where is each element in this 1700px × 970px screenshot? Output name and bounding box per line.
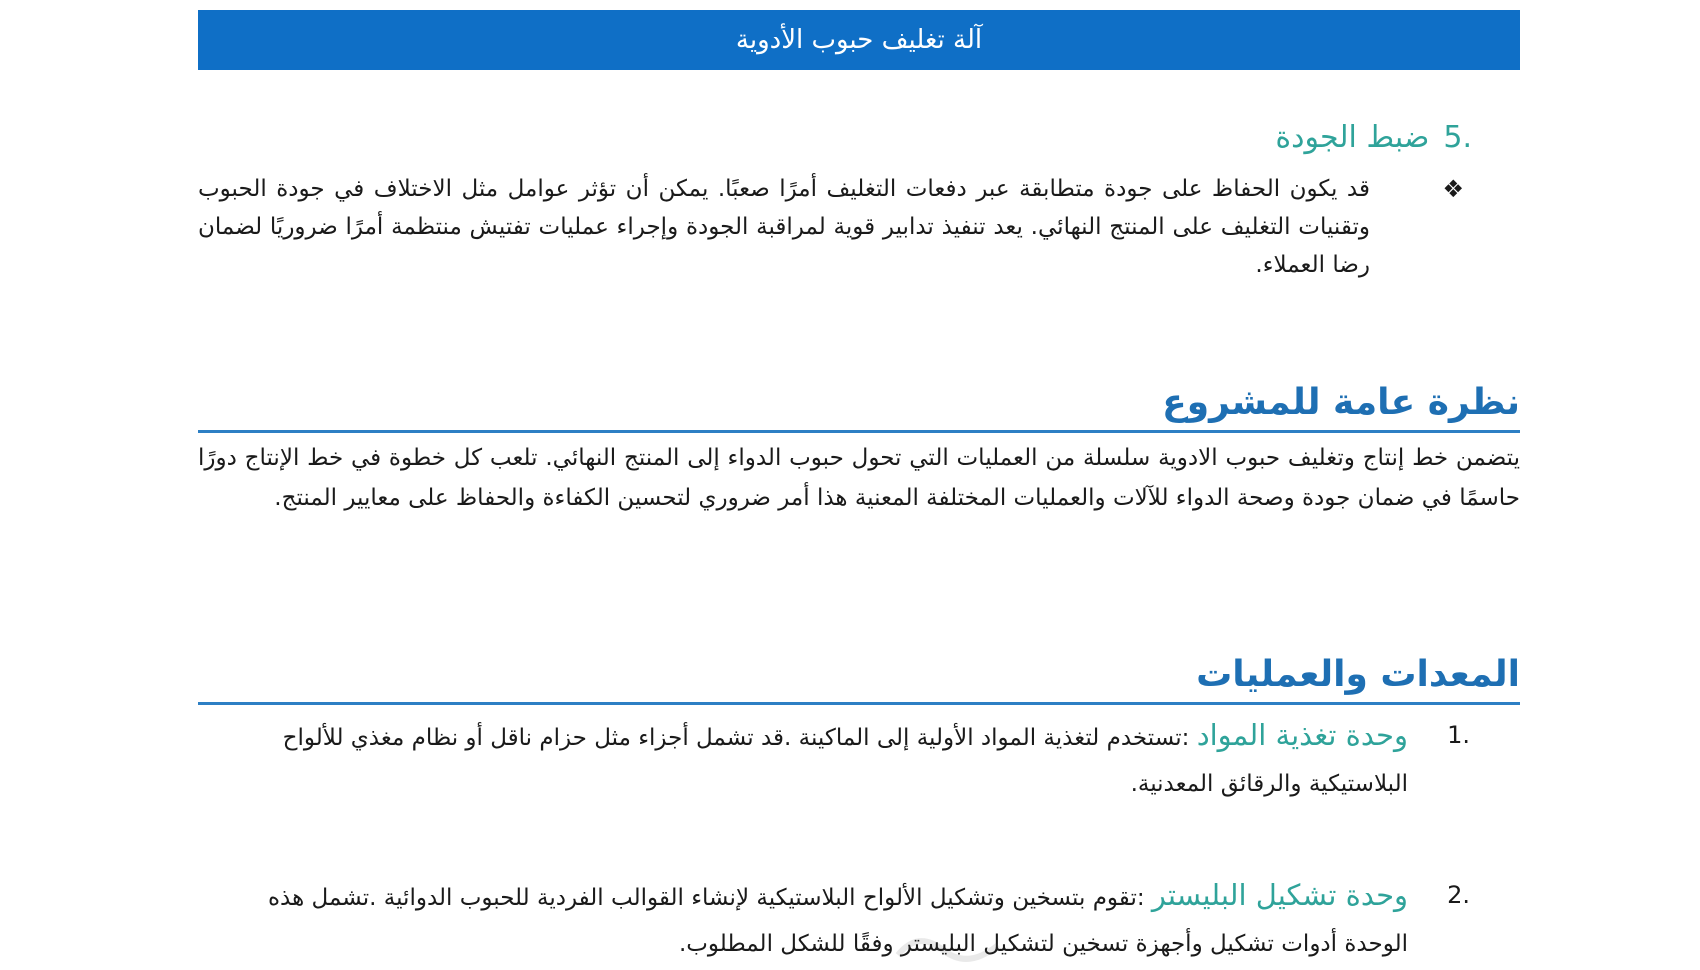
list-item-term: وحدة تشكيل البليستر — [1151, 878, 1408, 912]
quality-heading — [1275, 118, 1472, 158]
list-item — [198, 872, 1470, 967]
watermark-logo-icon — [888, 920, 1008, 970]
overview-paragraph: يتضمن خط إنتاج وتغليف حبوب الادوية سلسلة من العمليات التي تحول حبوب الدواء إلى المنتج النهائي. تلعب كل خطوة في خط الإنتاج دورًا حاسمًا في ضمان جودة وصحة الدواء للآلات والعمليات المختلفة المعنية هذا أمر ضروري لتحسين الكفاءة والحفاظ على معايير المنتج. — [198, 445, 1520, 511]
list-item-description: :تقوم بتسخين وتشكيل الألواح البلاستيكية لإنشاء القوالب الفردية للحبوب الدوائية .تشمل هذه الوحدة أدوات تشكيل وأجهزة تسخين لتشكيل البليستر وفقًا للشكل المطلوب. — [267, 885, 1408, 957]
quality-heading-number: .5 — [1443, 120, 1472, 155]
overview-heading: نظرة عامة للمشروع — [198, 378, 1520, 433]
list-item-number: .1 — [1447, 721, 1470, 749]
list-item-body — [198, 872, 1408, 967]
list-item-term: وحدة تغذية المواد — [1196, 718, 1408, 752]
quality-bullet — [198, 170, 1464, 284]
banner-title: آلة تغليف حبوب الأدوية — [198, 10, 1520, 70]
document-page — [198, 10, 1520, 965]
equipment-heading: المعدات والعمليات — [198, 650, 1520, 705]
quality-bullet-text: قد يكون الحفاظ على جودة متطابقة عبر دفعات التغليف أمرًا صعبًا. يمكن أن تؤثر عوامل مثل الاختلاف في جودة الحبوب وتقنيات التغليف على المنتج النهائي. يعد تنفيذ تدابير قوية لمراقبة الجودة وإجراء عمليات تفتيش منتظمة أمرًا ضروريًا لضمان رضا العملاء. — [198, 176, 1370, 278]
list-item — [198, 712, 1470, 807]
quality-heading-text: ضبط الجودة — [1275, 120, 1430, 155]
list-item-description: :تستخدم لتغذية المواد الأولية إلى الماكينة .قد تشمل أجزاء مثل حزام ناقل أو نظام مغذي للألواح البلاستيكية والرقائق المعدنية. — [282, 725, 1408, 797]
list-item-body — [198, 712, 1408, 807]
list-item-number: .2 — [1447, 881, 1470, 909]
diamond-bullet-icon: ❖ — [1442, 175, 1464, 203]
